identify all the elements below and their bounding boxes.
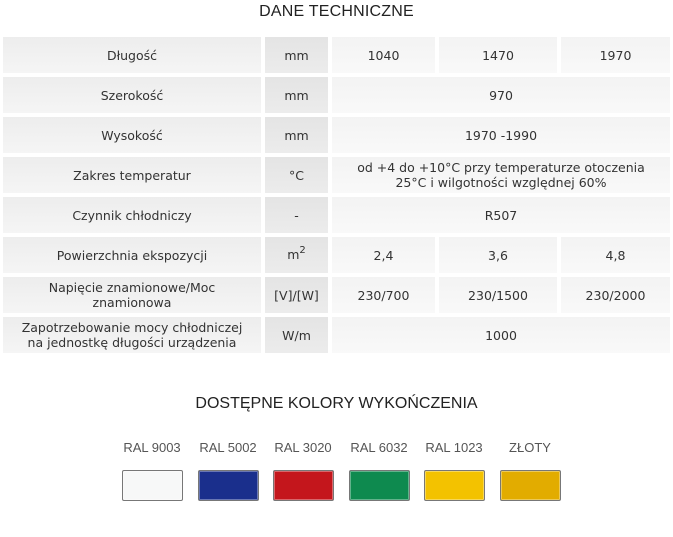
- row-label-line: znamionowa: [92, 295, 172, 310]
- swatch-label: ZŁOTY: [509, 440, 551, 455]
- row-unit: mm: [261, 117, 328, 153]
- swatch-color-box: [424, 470, 485, 501]
- table-row: [3, 37, 670, 73]
- row-value: 970: [328, 77, 670, 113]
- swatch-ral-5002: [196, 440, 260, 501]
- row-value: 1470: [435, 37, 557, 73]
- swatch-color-box: [500, 470, 561, 501]
- row-value: 230/1500: [435, 277, 557, 313]
- table-row: [3, 197, 670, 233]
- swatch-ral-6032: [347, 440, 411, 501]
- row-unit: W/m: [261, 317, 328, 353]
- swatch-color-box: [273, 470, 334, 501]
- swatch-label: RAL 1023: [425, 440, 483, 455]
- swatch-ral-3020: [271, 440, 335, 501]
- row-label: Długość: [3, 37, 261, 73]
- spec-table: [3, 33, 670, 357]
- table-row: [3, 237, 670, 273]
- unit-base: m: [287, 246, 300, 262]
- row-label: [3, 317, 261, 353]
- colors-title: DOSTĘPNE KOLORY WYKOŃCZENIA: [195, 395, 478, 412]
- swatch-zloty: [498, 440, 562, 501]
- swatch-color-box: [122, 470, 183, 501]
- table-row: [3, 77, 670, 113]
- row-value: 230/700: [328, 277, 435, 313]
- row-label: [3, 277, 261, 313]
- color-swatches: [120, 440, 565, 510]
- row-label: Zakres temperatur: [3, 157, 261, 193]
- row-value: 1000: [328, 317, 670, 353]
- row-value-line: od +4 do +10°C przy temperaturze otoczenia: [357, 160, 645, 175]
- swatch-color-box: [349, 470, 410, 501]
- row-value: 1040: [328, 37, 435, 73]
- row-label: Powierzchnia ekspozycji: [3, 237, 261, 273]
- row-value: 1970: [557, 37, 670, 73]
- row-value: 4,8: [557, 237, 670, 273]
- unit-superscript: 2: [299, 244, 306, 256]
- table-row: [3, 117, 670, 153]
- row-value: R507: [328, 197, 670, 233]
- table-row: [3, 277, 670, 313]
- swatch-color-box: [198, 470, 259, 501]
- row-value: 230/2000: [557, 277, 670, 313]
- row-value: 1970 -1990: [328, 117, 670, 153]
- row-unit: mm: [261, 77, 328, 113]
- row-unit: °C: [261, 157, 328, 193]
- page-title: DANE TECHNICZNE: [259, 3, 414, 20]
- swatch-label: RAL 9003: [123, 440, 181, 455]
- swatch-ral-9003: [120, 440, 184, 501]
- swatch-ral-1023: [422, 440, 486, 501]
- swatch-label: RAL 3020: [274, 440, 332, 455]
- swatch-label: RAL 5002: [199, 440, 257, 455]
- row-label-line: Napięcie znamionowe/Moc: [48, 280, 216, 295]
- row-unit: -: [261, 197, 328, 233]
- row-value: [328, 157, 670, 193]
- row-value: 2,4: [328, 237, 435, 273]
- row-unit: [V]/[W]: [261, 277, 328, 313]
- row-label: Wysokość: [3, 117, 261, 153]
- swatch-label: RAL 6032: [350, 440, 408, 455]
- row-value-line: 25°C i wilgotności względnej 60%: [395, 175, 607, 190]
- row-label: Szerokość: [3, 77, 261, 113]
- row-unit: [261, 237, 328, 273]
- row-label: Czynnik chłodniczy: [3, 197, 261, 233]
- row-unit: mm: [261, 37, 328, 73]
- row-label-line: Zapotrzebowanie mocy chłodniczej: [21, 320, 243, 335]
- table-row: [3, 157, 670, 193]
- table-row: [3, 317, 670, 353]
- row-label-line: na jednostkę długości urządzenia: [27, 335, 237, 350]
- row-value: 3,6: [435, 237, 557, 273]
